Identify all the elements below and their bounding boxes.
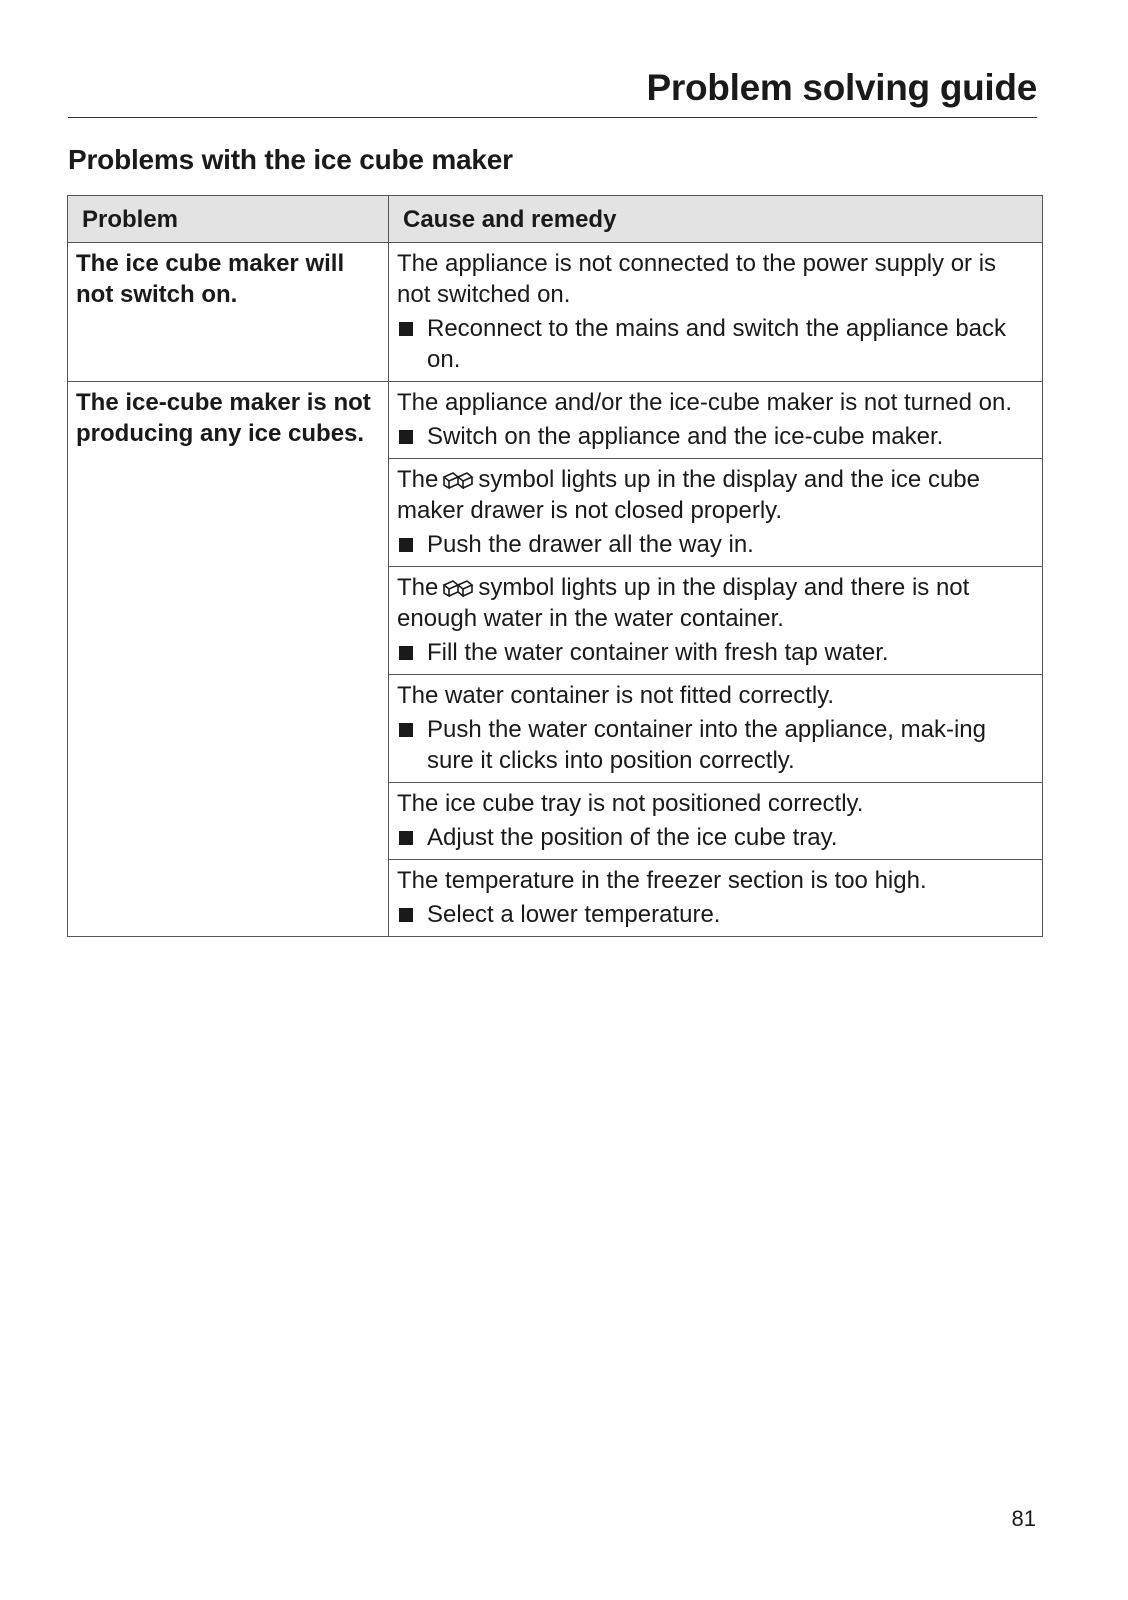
problem-table — [67, 195, 1043, 937]
cause-text — [397, 464, 1034, 526]
cause-remedy-cell — [389, 783, 1043, 860]
remedy-text: Adjust the position of the ice cube tray. — [427, 824, 838, 851]
cause-text: The temperature in the freezer section is too high. — [397, 867, 927, 894]
bullet-square-icon — [399, 908, 413, 922]
page-title: Problem solving guide — [646, 67, 1037, 108]
remedy-item — [397, 637, 1034, 668]
cause-text: The appliance and/or the ice-cube maker is not turned on. — [397, 389, 1013, 416]
cause-prefix: The — [397, 574, 439, 601]
cause-suffix: symbol lights up in the display and there is not enough water in the water container. — [397, 574, 970, 632]
table-row — [68, 382, 1043, 459]
bullet-square-icon — [399, 646, 413, 660]
cause-suffix: symbol lights up in the display and the ice cube maker drawer is not closed properly. — [397, 466, 980, 524]
cause-remedy-cell — [389, 243, 1043, 382]
column-header-cause-remedy: Cause and remedy — [389, 196, 1043, 243]
remedy-text: Switch on the appliance and the ice-cube maker. — [427, 423, 944, 450]
bullet-square-icon — [399, 538, 413, 552]
remedy-text: Reconnect to the mains and switch the appliance back on. — [427, 315, 1007, 373]
remedy-item — [397, 714, 1034, 776]
remedy-item — [397, 899, 1034, 930]
remedy-item — [397, 529, 1034, 560]
table-header-row — [68, 196, 1043, 243]
bullet-square-icon — [399, 831, 413, 845]
remedy-item — [397, 822, 1034, 853]
cause-remedy-cell — [389, 382, 1043, 459]
problem-cell: The ice cube maker will not switch on. — [68, 243, 389, 382]
remedy-item — [397, 313, 1034, 375]
remedy-text: Select a lower temperature. — [427, 901, 721, 928]
bullet-square-icon — [399, 430, 413, 444]
section-title: Problems with the ice cube maker — [68, 144, 513, 175]
remedy-text: Push the water container into the appliance, mak-ing sure it clicks into position correctly. — [427, 716, 986, 774]
cause-text: The ice cube tray is not positioned correctly. — [397, 790, 864, 817]
remedy-text: Push the drawer all the way in. — [427, 531, 754, 558]
problem-cell: The ice-cube maker is not producing any ice cubes. — [68, 382, 389, 937]
table-row — [68, 243, 1043, 382]
ice-cube-symbol-icon — [441, 469, 475, 489]
cause-remedy-cell — [389, 459, 1043, 567]
cause-prefix: The — [397, 466, 439, 493]
remedy-text: Fill the water container with fresh tap water. — [427, 639, 889, 666]
cause-remedy-cell — [389, 567, 1043, 675]
cause-remedy-cell — [389, 860, 1043, 937]
cause-text: The appliance is not connected to the power supply or is not switched on. — [397, 250, 997, 308]
cause-text: The water container is not fitted correctly. — [397, 682, 835, 709]
cause-remedy-cell — [389, 675, 1043, 783]
page-header — [68, 60, 1037, 118]
cause-text — [397, 572, 1034, 634]
bullet-square-icon — [399, 723, 413, 737]
column-header-problem: Problem — [68, 196, 389, 243]
ice-cube-symbol-icon — [441, 577, 475, 597]
remedy-item — [397, 421, 1034, 452]
bullet-square-icon — [399, 322, 413, 336]
page-number: 81 — [1011, 1506, 1036, 1531]
